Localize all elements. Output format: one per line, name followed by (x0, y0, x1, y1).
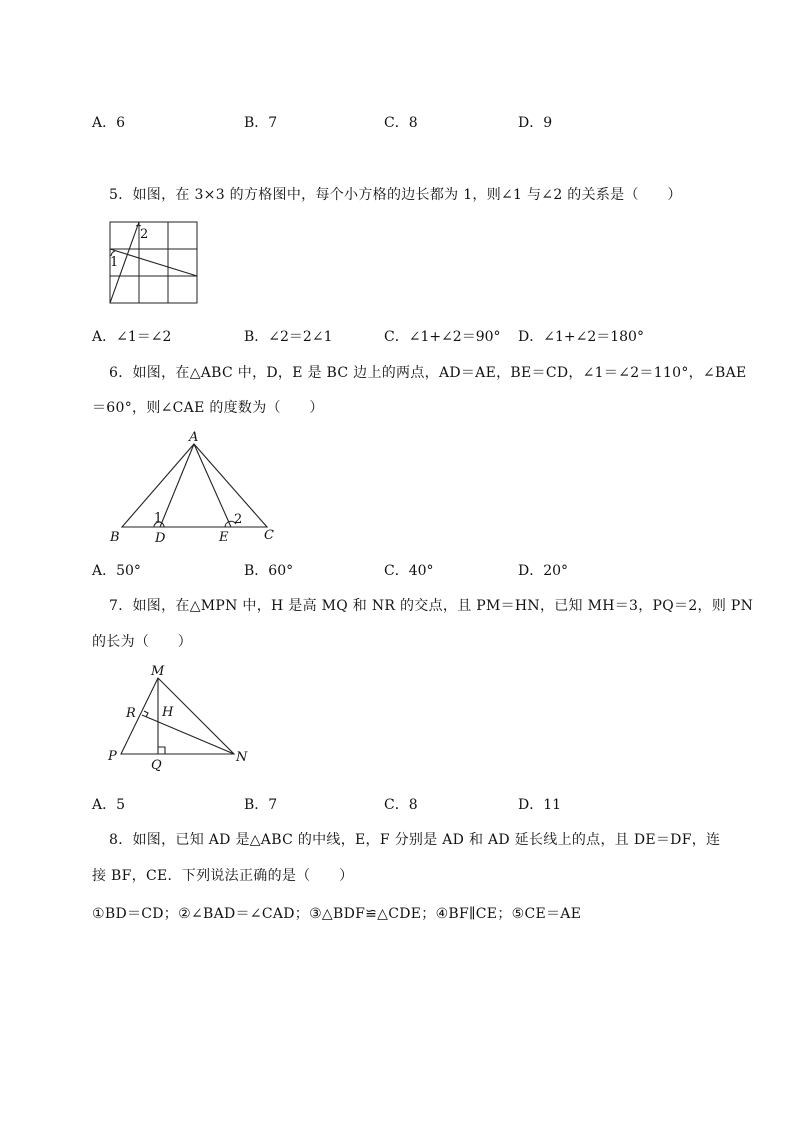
q5-option-d: D．∠1+∠2＝180° (518, 329, 644, 345)
q6-option-b: B．60° (244, 563, 294, 579)
q7-stem-line-2: 的长为（ ） (92, 634, 193, 650)
q6-triangle-figure (104, 426, 284, 548)
q6-angle-2-label: 2 (234, 512, 243, 527)
q6-label-b: B (110, 530, 120, 545)
q5-option-c: C．∠1+∠2＝90° (384, 329, 501, 345)
q7-label-q: Q (151, 758, 162, 772)
q7-label-r: R (126, 706, 136, 721)
q6-label-a: A (189, 430, 199, 445)
q8-stem-line-2: 接 BF，CE．下列说法正确的是（ ） (92, 868, 354, 884)
q7-stem-line-1: 7．如图，在△MPN 中，H 是高 MQ 和 NR 的交点，且 PM＝HN，已知 MH＝3，PQ＝2，则 PN (109, 598, 754, 614)
q6-label-d: D (155, 531, 166, 546)
q5-grid-figure (104, 216, 204, 308)
q7-option-b: B．7 (244, 797, 278, 813)
q6-option-a: A．50° (92, 563, 141, 579)
q4-option-c: C．8 (384, 115, 418, 131)
q4-option-a: A．6 (92, 115, 126, 131)
q7-label-n: N (236, 750, 248, 765)
q7-label-m: M (151, 664, 165, 679)
q6-stem-line-2: ＝60°，则∠CAE 的度数为（ ） (92, 400, 324, 416)
q6-label-c: C (264, 528, 274, 543)
q6-label-e: E (219, 530, 229, 545)
q6-stem-line-1: 6．如图，在△ABC 中，D，E 是 BC 边上的两点，AD＝AE，BE＝CD，∠1＝∠2＝110°，∠BAE (109, 365, 747, 381)
q6-option-d: D．20° (518, 563, 569, 579)
q8-stem-line-1: 8．如图，已知 AD 是△ABC 的中线，E，F 分别是 AD 和 AD 延长线上的点，且 DE＝DF，连 (109, 832, 721, 848)
q5-option-b: B．∠2＝2∠1 (244, 329, 333, 345)
q7-triangle-figure (104, 662, 254, 772)
q7-label-h: H (162, 705, 174, 720)
q6-option-c: C．40° (384, 563, 434, 579)
q5-stem: 5．如图，在 3×3 的方格图中，每个小方格的边长都为 1，则∠1 与∠2 的关系是（ ） (109, 187, 682, 203)
q7-option-a: A．5 (92, 797, 126, 813)
q4-option-d: D．9 (518, 115, 553, 131)
q5-option-a: A．∠1＝∠2 (92, 329, 172, 345)
q7-option-d: D．11 (518, 797, 562, 813)
q8-statements: ①BD＝CD；②∠BAD＝∠CAD；③△BDF≌△CDE；④BF∥CE；⑤CE＝AE (92, 906, 582, 922)
q5-angle-2-label: 2 (140, 227, 149, 242)
q7-option-c: C．8 (384, 797, 418, 813)
q7-label-p: P (108, 749, 117, 764)
q4-option-b: B．7 (244, 115, 278, 131)
q6-angle-1-label: 1 (154, 511, 163, 526)
q5-angle-1-label: 1 (110, 255, 119, 270)
